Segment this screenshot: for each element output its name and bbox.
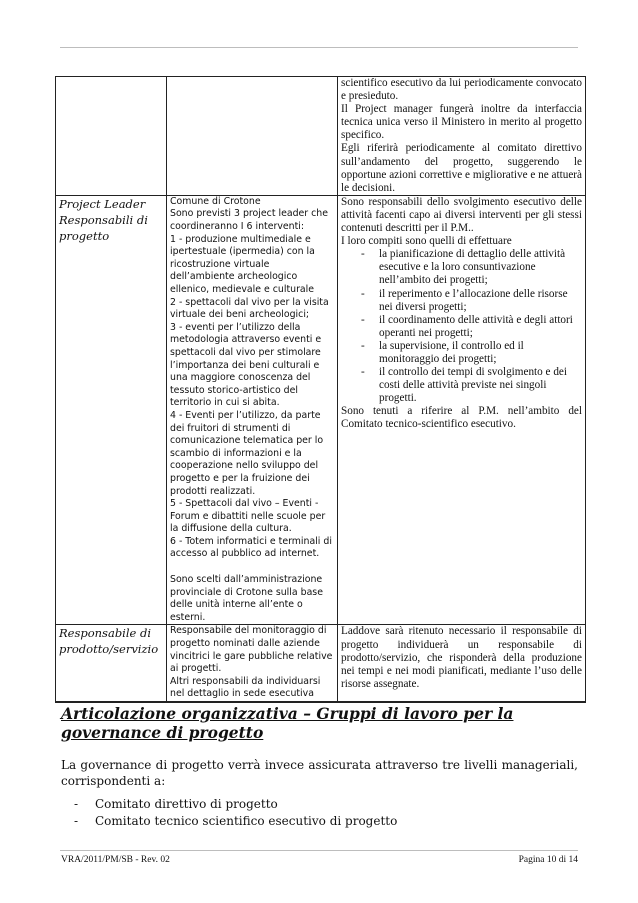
cell-text: 4 - Eventi per l’utilizzo, da parte dei fruitori di strumenti di comunicazione telematica per lo scambio di informazioni e la cooperazione nello sviluppo del progetto e per la fruizione dei prodotti realizzati.: [170, 409, 324, 497]
cell-text: I loro compiti sono quelli di effettuare: [341, 235, 512, 248]
list-item: - il reperimento e l’allocazione delle risorse nei diversi progetti;: [341, 288, 582, 314]
table-cell: [338, 77, 586, 196]
list-item-label: Comitato direttivo di progetto: [95, 797, 278, 811]
table-cell: [167, 625, 338, 702]
table-row: [56, 195, 586, 625]
table-row: [56, 77, 586, 196]
role-cell: [56, 625, 167, 702]
list-item: [61, 796, 561, 813]
header-rule: [60, 47, 578, 48]
list-item: - il coordinamento delle attività e degli attori operanti nei progetti;: [341, 314, 582, 340]
cell-text: 6 - Totem informatici e terminali di accesso al pubblico ad internet.: [170, 535, 332, 560]
role-title: Responsabile di: [59, 626, 152, 641]
list-item: [61, 813, 561, 830]
document-code: VRA/2011/PM/SB - Rev. 02: [61, 855, 170, 865]
cell-text: Comune di Crotone: [170, 195, 261, 207]
cell-text: Sono responsabili dello svolgimento esecutivo delle attività facenti capo ai diversi interventi per gli stessi contenuti descritti per il P.M..: [341, 195, 582, 235]
table-row: [56, 625, 586, 702]
spacer: [170, 561, 334, 574]
table-cell: [167, 195, 338, 625]
table-cell: [56, 77, 167, 196]
list-item: - il controllo dei tempi di svolgimento e dei costi delle attività previste nei singoli progetti.: [341, 366, 582, 405]
section-paragraph: La governance di progetto verrà invece assicurata attraverso tre livelli manageriali, corrispondenti a:: [61, 758, 578, 788]
cell-text: 5 - Spettacoli dal vivo – Eventi - Forum e dibattiti nelle scuole per la diffusione della cultura.: [170, 498, 326, 535]
table-cell: [338, 625, 586, 702]
cell-text: 1 - produzione multimediale e ipertestuale (ipermedia) con la ricostruzione virtuale dell’ambiente archeologico ellenico, medievale e culturale: [170, 233, 315, 295]
cell-text: scientifico esecutivo da lui periodicamente convocato e presieduto.: [341, 77, 582, 103]
role-subtitle: Responsabili di progetto: [59, 212, 148, 243]
footer-rule: [60, 850, 578, 851]
cell-text: 3 - eventi per l’utilizzo della metodologia attraverso eventi e spettacoli dal vivo per stimolare l’importanza dei beni culturali e una maggiore conoscenza del tessuto storico-artistico del territorio in cui si abita.: [170, 321, 322, 409]
cell-text: Sono tenuti a riferire al P.M. nell’ambito del Comitato tecnico-scientifico esecutivo.: [341, 405, 582, 431]
cell-text: Responsabile del monitoraggio di progetto nominati dalle aziende vincitrici le gare pubbliche relative ai progetti.: [170, 625, 333, 675]
cell-text: Sono previsti 3 project leader che coordineranno I 6 interventi:: [170, 208, 329, 233]
page-number: Pagina 10 di 14: [518, 855, 578, 865]
cell-text: Il Project manager fungerà inoltre da interfaccia tecnica unica verso il Ministero in merito al progetto specifico.: [341, 103, 582, 142]
table-cell: [338, 195, 586, 625]
levels-list: [61, 796, 561, 829]
role-subtitle: prodotto/servizio: [59, 642, 159, 657]
cell-text: Altri responsabili da individuarsi nel dettaglio in sede esecutiva: [170, 675, 321, 700]
role-cell: [56, 195, 167, 625]
cell-text: Laddove sarà ritenuto necessario il responsabile di progetto individuerà un responsabile di prodotto/servizio, che risponderà della produzione nei tempi e nei modi pianificati, mediante l’uso delle risorse assegnate.: [341, 625, 582, 690]
role-title: Project Leader: [59, 196, 146, 211]
cell-text: 2 - spettacoli dal vivo per la visita virtuale dei beni archeologici;: [170, 296, 329, 321]
section-heading: Articolazione organizzativa – Gruppi di lavoro per la governance di progetto: [61, 704, 514, 742]
cell-text: Egli riferirà periodicamente al comitato direttivo sull’andamento del progetto, suggerendo le opportune azioni correttive e migliorative e ne attuerà le decisioni.: [341, 142, 582, 194]
list-item-label: Comitato tecnico scientifico esecutivo di progetto: [95, 813, 398, 828]
roles-table: [55, 76, 586, 703]
table-cell: [167, 77, 338, 196]
cell-text: Sono scelti dall’amministrazione provinciale di Crotone sulla base delle unità interne all’ente o esterni.: [170, 574, 323, 623]
list-item: - la pianificazione di dettaglio delle attività esecutive e la loro consuntivazione nell’ambito dei progetti;: [341, 248, 582, 287]
dash-bullet: -: [74, 797, 79, 811]
dash-bullet: -: [74, 813, 79, 828]
responsibility-list: [341, 248, 582, 405]
list-item: - la supervisione, il controllo ed il monitoraggio dei progetti;: [341, 340, 582, 366]
